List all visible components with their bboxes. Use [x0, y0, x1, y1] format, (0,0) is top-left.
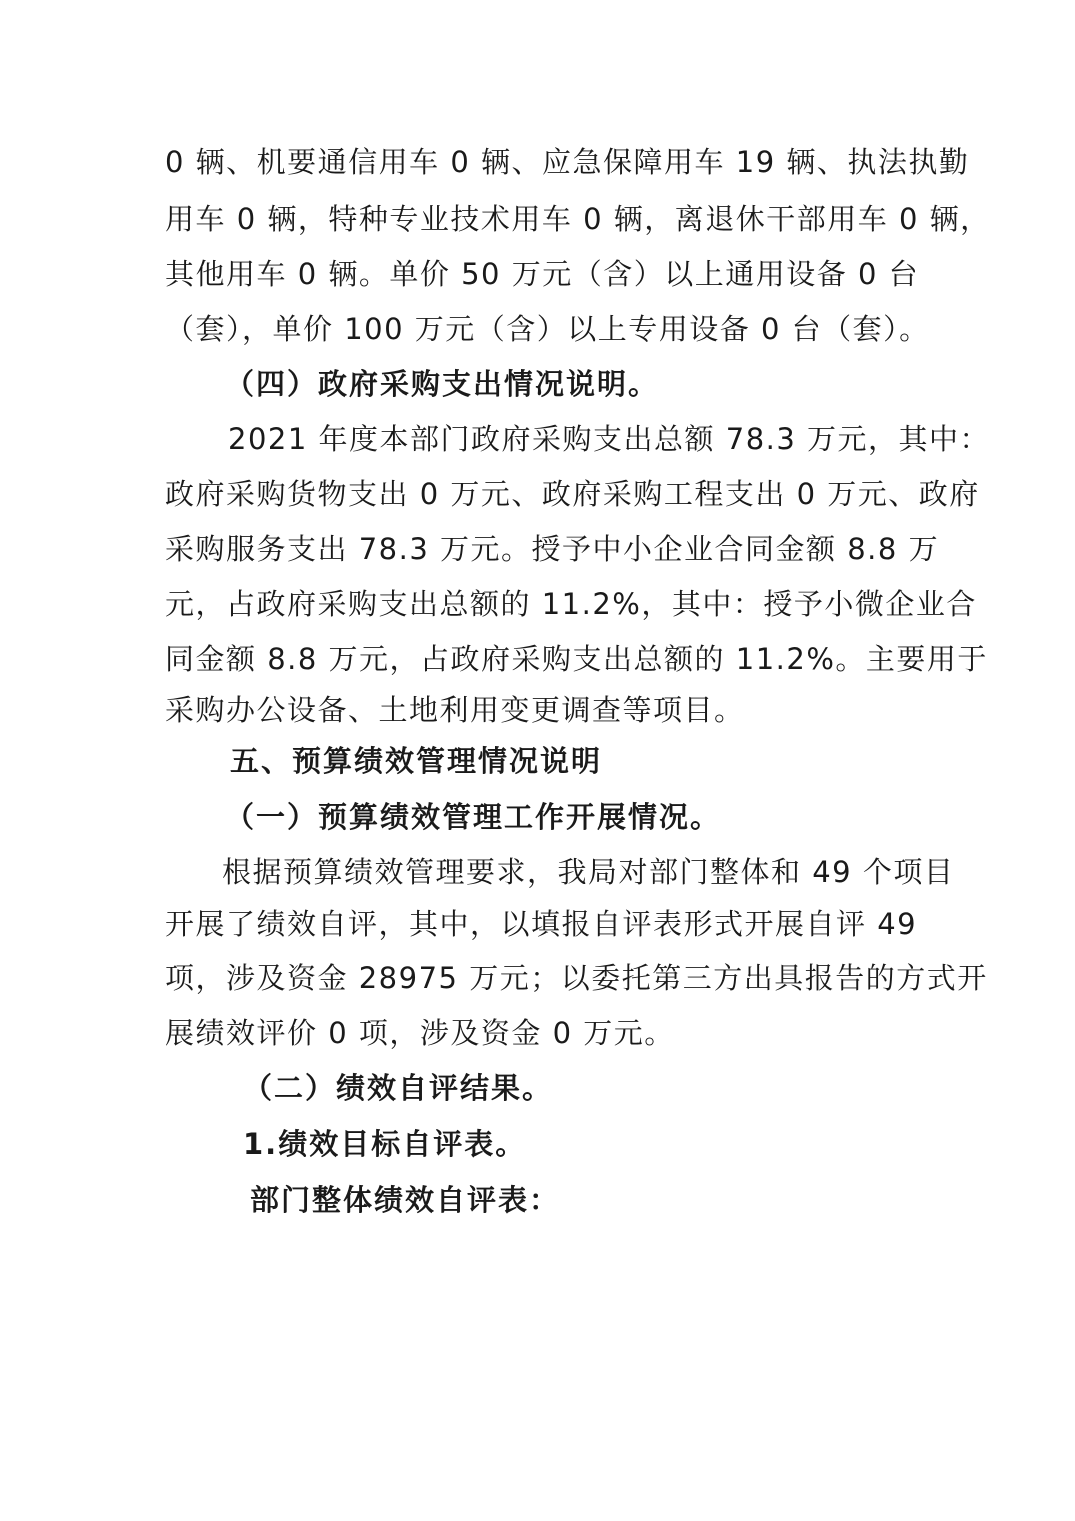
section-heading: （四）政府采购支出情况说明。 — [225, 367, 660, 401]
paragraph-line: 2021 年度本部门政府采购支出总额 78.3 万元，其中： — [228, 422, 991, 456]
section-heading: （一）预算绩效管理工作开展情况。 — [225, 800, 722, 834]
paragraph-line: 0 辆、机要通信用车 0 辆、应急保障用车 19 辆、执法执勤 — [165, 145, 970, 179]
paragraph-line: 政府采购货物支出 0 万元、政府采购工程支出 0 万元、政府 — [165, 477, 980, 511]
paragraph-line: 其他用车 0 辆。单价 50 万元（含）以上通用设备 0 台 — [165, 257, 920, 291]
chapter-heading: 五、预算绩效管理情况说明 — [230, 744, 603, 778]
paragraph-line: 项，涉及资金 28975 万元；以委托第三方出具报告的方式开 — [165, 961, 988, 995]
paragraph-line: 根据预算绩效管理要求，我局对部门整体和 49 个项目 — [222, 855, 955, 889]
paragraph-line: 用车 0 辆，特种专业技术用车 0 辆，离退休干部用车 0 辆， — [165, 202, 991, 236]
paragraph-line: 采购办公设备、土地利用变更调查等项目。 — [165, 693, 745, 727]
paragraph-line: 展绩效评价 0 项，涉及资金 0 万元。 — [165, 1016, 675, 1050]
paragraph-line: （套），单价 100 万元（含）以上专用设备 0 台（套）。 — [165, 312, 930, 346]
paragraph-line: 同金额 8.8 万元，占政府采购支出总额的 11.2%。主要用于 — [165, 642, 988, 676]
subsection-heading: 1.绩效目标自评表。 — [243, 1127, 527, 1161]
paragraph-line: 元，占政府采购支出总额的 11.2%，其中：授予小微企业合 — [165, 587, 977, 621]
table-caption: 部门整体绩效自评表： — [250, 1183, 561, 1217]
paragraph-line: 开展了绩效自评，其中，以填报自评表形式开展自评 49 — [165, 907, 918, 941]
paragraph-line: 采购服务支出 78.3 万元。授予中小企业合同金额 8.8 万 — [165, 532, 940, 566]
section-heading: （二）绩效自评结果。 — [243, 1071, 554, 1105]
